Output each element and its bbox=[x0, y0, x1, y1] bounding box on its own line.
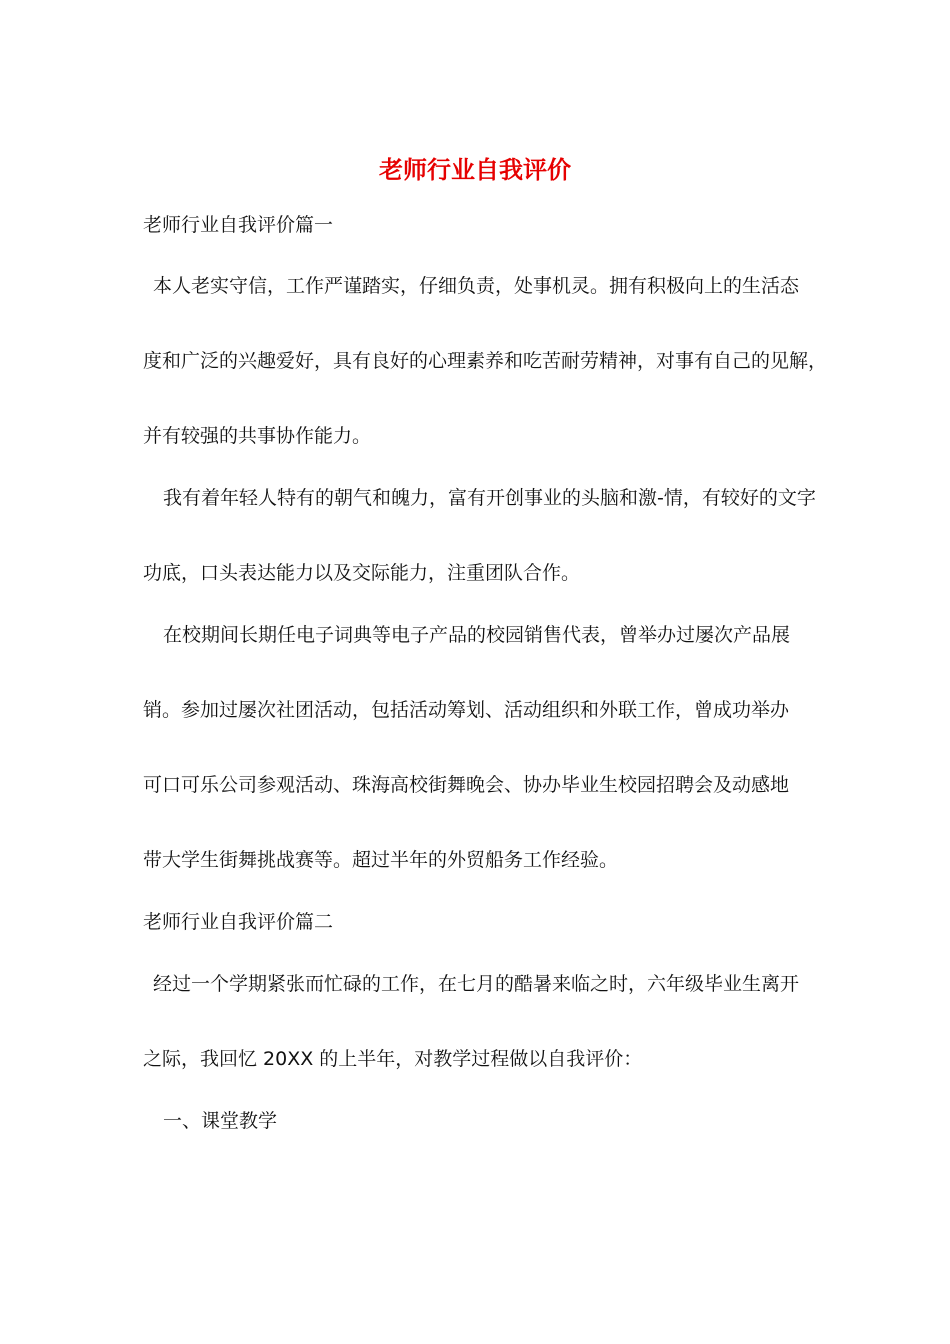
paragraph-line: 功底，口头表达能力以及交际能力，注重团队合作。 bbox=[143, 562, 581, 584]
paragraph-line: 本人老实守信，工作严谨踏实，仔细负责，处事机灵。拥有积极向上的生活态 bbox=[153, 275, 800, 297]
paragraph-line: 销。参加过屡次社团活动，包括活动筹划、活动组织和外联工作，曾成功举办 bbox=[143, 699, 790, 721]
paragraph-line: 可口可乐公司参观活动、珠海高校街舞晚会、协办毕业生校园招聘会及动感地 bbox=[143, 774, 790, 796]
paragraph-line: 度和广泛的兴趣爱好，具有良好的心理素养和吃苦耐劳精神，对事有自己的见解， bbox=[143, 350, 828, 372]
paragraph-line: 经过一个学期紧张而忙碌的工作，在七月的酷暑来临之时，六年级毕业生离开 bbox=[153, 973, 800, 995]
document-title: 老师行业自我评价 bbox=[379, 155, 571, 184]
paragraph-line: 我有着年轻人特有的朝气和魄力，富有开创事业的头脑和激-情，有较好的文字 bbox=[163, 487, 816, 509]
paragraph-line: 之际，我回忆 20XX 的上半年，对教学过程做以自我评价： bbox=[143, 1048, 643, 1070]
paragraph-line: 并有较强的共事协作能力。 bbox=[143, 425, 372, 447]
paragraph-line: 在校期间长期任电子词典等电子产品的校园销售代表，曾举办过屡次产品展 bbox=[163, 624, 791, 646]
section-heading-1: 老师行业自我评价篇一 bbox=[143, 214, 334, 236]
paragraph-line: 带大学生街舞挑战赛等。超过半年的外贸船务工作经验。 bbox=[143, 849, 619, 871]
subsection-heading: 一、课堂教学 bbox=[163, 1110, 278, 1132]
section-heading-2: 老师行业自我评价篇二 bbox=[143, 911, 334, 933]
